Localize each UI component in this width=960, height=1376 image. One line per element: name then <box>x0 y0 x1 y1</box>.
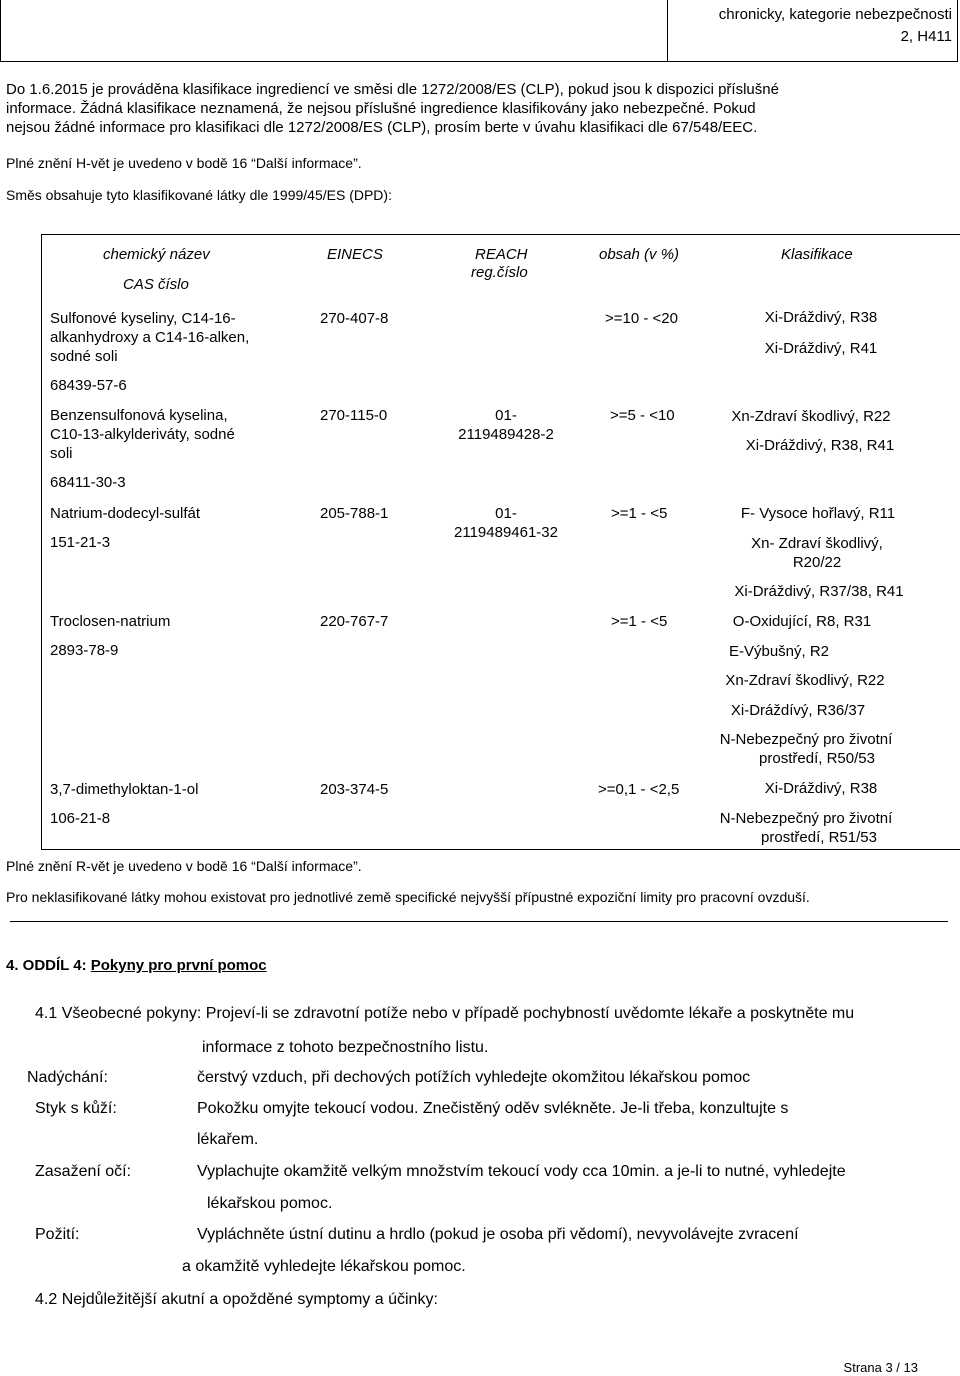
hazard-line-2: 2, H411 <box>900 28 952 45</box>
header-content: obsah (v %) <box>599 246 680 263</box>
header-divider <box>667 0 668 62</box>
classification: E-Výbušný, R2 <box>728 643 830 660</box>
content-range: >=1 - <5 <box>611 505 668 522</box>
header-reach-number: reg.číslo <box>471 264 528 281</box>
content-range: >=5 - <10 <box>610 407 675 424</box>
intro-line-3: nejsou žádné informace pro klasifikaci dle 1272/2008/ES (CLP), prosím berte v úvahu klasifikaci dle 67/548/EEC. <box>6 119 758 136</box>
substance-name: Sulfonové kyseliny, C14-16- <box>50 310 236 327</box>
substance-name: Benzensulfonová kyselina, <box>50 407 228 424</box>
classification: N-Nebezpečný pro životní <box>719 731 893 748</box>
einecs-number: 203-374-5 <box>320 781 389 798</box>
einecs-number: 270-407-8 <box>320 310 389 327</box>
section-divider <box>10 921 948 922</box>
intro-paragraph <box>6 80 951 137</box>
header-chemical-name: chemický název <box>103 246 210 263</box>
reach-line: 2119489428-2 <box>458 426 554 443</box>
classification: F- Vysoce hořlavý, R11 <box>740 505 896 522</box>
page-number: Strana 3 / 13 <box>843 1360 918 1375</box>
cas-number: 2893-78-9 <box>50 642 119 659</box>
header-cas: CAS číslo <box>123 276 189 293</box>
content-range: >=1 - <5 <box>611 613 668 630</box>
content-range: >=10 - <20 <box>605 310 678 327</box>
classification: prostředí, R50/53 <box>759 750 875 767</box>
substance-name: C10-13-alkylderiváty, sodné <box>50 426 235 443</box>
classification: Xi-Dráždivý, R41 <box>764 340 878 357</box>
classification: R20/22 <box>792 554 842 571</box>
skin-contact-label: Styk s kůží: <box>35 1100 117 1117</box>
einecs-number: 205-788-1 <box>320 505 389 522</box>
cas-number: 151-21-3 <box>50 534 111 551</box>
header-classification: Klasifikace <box>781 246 853 263</box>
cas-number: 68439-57-6 <box>50 377 127 394</box>
classification: Xi-Dráždívý, R36/37 <box>730 702 866 719</box>
dpd-note: Směs obsahuje tyto klasifikované látky dle 1999/45/ES (DPD): <box>6 187 392 203</box>
hazard-line-1: chronicky, kategorie nebezpečnosti <box>718 6 952 23</box>
ingestion-text-cont: a okamžitě vyhledejte lékařskou pomoc. <box>182 1258 466 1275</box>
substance-name: alkanhydroxy a C14-16-alken, <box>50 329 250 346</box>
inhalation-text: čerstvý vzduch, při dechových potížích vyhledejte okomžitou lékařskou pomoc <box>197 1069 751 1086</box>
reach-line: 01- <box>495 505 517 522</box>
classification: Xi-Dráždivý, R38 <box>764 780 878 797</box>
reach-number <box>451 406 561 444</box>
h-phrases-note: Plné znění H-vět je uvedeno v bodě 16 “Další informace”. <box>6 155 362 171</box>
eye-contact-label: Zasažení očí: <box>35 1163 132 1180</box>
substance-name: soli <box>50 445 73 462</box>
general-instructions: 4.1 Všeobecné pokyny: Projeví-li se zdravotní potíže nebo v případě pochybností uvědomte lékaře a poskytněte mu <box>35 1005 855 1022</box>
eye-contact-text-cont: lékařskou pomoc. <box>207 1195 333 1212</box>
classification: prostředí, R51/53 <box>761 829 877 846</box>
header-einecs: EINECS <box>327 246 383 263</box>
symptoms-heading: 4.2 Nejdůležitější akutní a opožděné symptomy a účinky: <box>35 1291 438 1308</box>
classification: Xn-Zdraví škodlivý, R22 <box>731 408 891 425</box>
einecs-number: 270-115-0 <box>320 407 388 424</box>
classification: N-Nebezpečný pro životní <box>719 810 893 827</box>
ingestion-label: Požití: <box>35 1226 80 1243</box>
exposure-limits-note: Pro neklasifikované látky mohou existovat pro jednotlivé země specifické nejvyšší přípustné expoziční limity pro pracovní ovzduší. <box>6 889 810 905</box>
intro-line-1: Do 1.6.2015 je prováděna klasifikace ingrediencí ve směsi dle 1272/2008/ES (CLP), pokud jsou k dispozici příslušné <box>6 81 779 98</box>
content-range: >=0,1 - <2,5 <box>598 781 680 798</box>
substance-name: sodné soli <box>50 348 118 365</box>
substance-name: Natrium-dodecyl-sulfát <box>50 505 201 522</box>
substance-name: 3,7-dimethyloktan-1-ol <box>50 781 199 798</box>
classification: Xi-Dráždivý, R38, R41 <box>745 437 895 454</box>
ingestion-text: Vypláchněte ústní dutinu a hrdlo (pokud je osoba při vědomí), nevyvolávejte zvracení <box>197 1226 799 1243</box>
eye-contact-text: Vyplachujte okamžitě velkým množstvím tekoucí vody cca 10min. a je-li to nutné, vyhledejte <box>197 1163 846 1180</box>
reach-line: 2119489461-32 <box>454 524 558 541</box>
classification: O-Oxidující, R8, R31 <box>732 613 872 630</box>
intro-line-2: informace. Žádná klasifikace neznamená, že nejsou příslušné ingredience klasifikovány jako nebezpečné. Pokud <box>6 100 756 117</box>
skin-contact-text: Pokožku omyjte tekoucí vodou. Znečistěný oděv svlékněte. Je-li třeba, konzultujte s <box>197 1100 789 1117</box>
table-row <box>50 406 235 463</box>
cas-number: 68411-30-3 <box>50 474 126 491</box>
classification: Xn-Zdraví škodlivý, R22 <box>725 672 885 689</box>
reach-line: 01- <box>495 407 517 424</box>
section-4-heading <box>6 957 267 974</box>
header-reach: REACH <box>475 246 528 263</box>
reach-number <box>446 504 566 542</box>
classification: Xi-Dráždivý, R38 <box>764 309 878 326</box>
section-number: 4. ODDÍL 4: <box>6 957 87 974</box>
section-title: Pokyny pro první pomoc <box>90 957 267 974</box>
inhalation-label: Nadýchání: <box>27 1069 108 1086</box>
classification: Xi-Dráždivý, R37/38, R41 <box>734 583 904 600</box>
classification: Xn- Zdraví škodlivý, <box>751 535 883 552</box>
substance-name: Troclosen-natrium <box>50 613 171 630</box>
r-phrases-note: Plné znění R-vět je uvedeno v bodě 16 “Další informace”. <box>6 857 951 876</box>
einecs-number: 220-767-7 <box>320 613 389 630</box>
skin-contact-text-cont: lékařem. <box>197 1131 259 1148</box>
general-instructions-cont: informace z tohoto bezpečnostního listu. <box>202 1039 489 1056</box>
cas-number: 106-21-8 <box>50 810 111 827</box>
hazard-classification-cell <box>670 4 952 48</box>
table-row <box>50 309 249 366</box>
